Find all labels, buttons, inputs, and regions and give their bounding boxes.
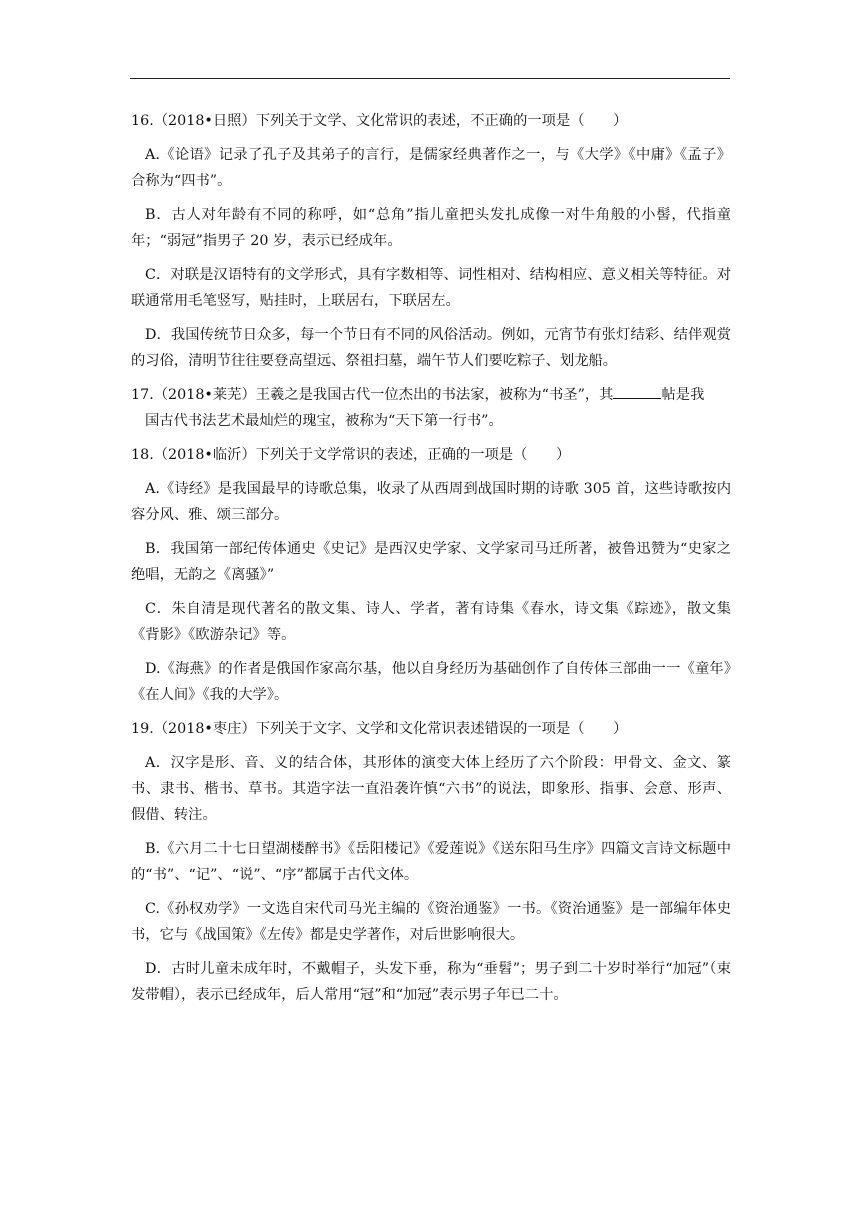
question-18 — [131, 442, 731, 708]
stem-part-3: 国古代书法艺术最灿烂的瑰宝，被称为“天下第一行书”。 — [145, 413, 503, 429]
question-stem: 16.（2018•日照）下列关于文学、文化常识的表述，不正确的一项是（ ） — [131, 113, 628, 129]
fill-in-blank — [613, 384, 661, 399]
question-stem: 19.（2018•枣庄）下列关于文字、文学和文化常识表述错误的一项是（ ） — [131, 721, 628, 737]
question-stem — [131, 382, 731, 434]
option-b: B．古人对年龄有不同的称呼，如“总角”指儿童把头发扎成像一对牛角般的小髻，代指童年；“弱冠”指男子 20 岁，表示已经成年。 — [131, 207, 731, 249]
option-d: D．我国传统节日众多，每一个节日有不同的风俗活动。例如，元宵节有张灯结彩、结伴观赏的习俗，清明节往往要登高望远、祭祖扫墓，端午节人们要吃粽子、划龙船。 — [131, 327, 731, 369]
question-stem: 18.（2018•临沂）下列关于文学常识的表述，正确的一项是（ ） — [131, 447, 571, 463]
option-c: C.《孙权劝学》一文选自宋代司马光主编的《资治通鉴》一书。《资治通鉴》是一部编年体史书，它与《战国策》《左传》都是史学著作，对后世影响很大。 — [131, 901, 731, 943]
document-body — [131, 108, 731, 1016]
question-19 — [131, 716, 731, 1008]
option-a: A.《论语》记录了孔子及其弟子的言行，是儒家经典著作之一，与《大学》《中庸》《孟子》合称为“四书”。 — [131, 147, 731, 189]
option-c: C．对联是汉语特有的文学形式，具有字数相等、词性相对、结构相应、意义相关等特征。对联通常用毛笔竖写，贴挂时，上联居右，下联居左。 — [131, 267, 731, 309]
option-c: C．朱自清是现代著名的散文集、诗人、学者，著有诗集《春水，诗文集《踪迹》，散文集《背影》《欧游杂记》等。 — [131, 601, 731, 643]
header-rule — [130, 78, 730, 79]
option-d: D．古时儿童未成年时，不戴帽子，头发下垂，称为“垂髫”；男子到二十岁时举行“加冠”（束发带帽），表示已经成年，后人常用“冠”和“加冠”表示男子年已二十。 — [131, 961, 731, 1003]
option-b: B．我国第一部纪传体通史《史记》是西汉史学家、文学家司马迁所著，被鲁迅赞为“史家之绝唱，无韵之《离骚》” — [131, 541, 731, 583]
option-d: D.《海燕》的作者是俄国作家高尔基，他以自身经历为基础创作了自传体三部曲一一《童年》《在人间》《我的大学》。 — [131, 661, 731, 703]
option-a: A．汉字是形、音、义的结合体，其形体的演变大体上经历了六个阶段：甲骨文、金文、篆书、隶书、楷书、草书。其造字法一直沿袭许慎“六书”的说法，即象形、指事、会意、形声、假借、转注。 — [131, 755, 731, 823]
question-16 — [131, 108, 731, 374]
question-17 — [131, 382, 731, 434]
option-b: B.《六月二十七日望湖楼醉书》《岳阳楼记》《爱莲说》《送东阳马生序》四篇文言诗文标题中的“书”、“记”、“说”、“序”都属于古代文体。 — [131, 841, 731, 883]
option-a: A.《诗经》是我国最早的诗歌总集，收录了从西周到战国时期的诗歌 305 首，这些诗歌按内容分风、雅、颂三部分。 — [131, 481, 731, 523]
stem-part-1: 17.（2018•莱芜）王羲之是我国古代一位杰出的书法家，被称为“书圣”，其 — [131, 387, 614, 403]
stem-part-2: 帖是我 — [661, 387, 705, 403]
